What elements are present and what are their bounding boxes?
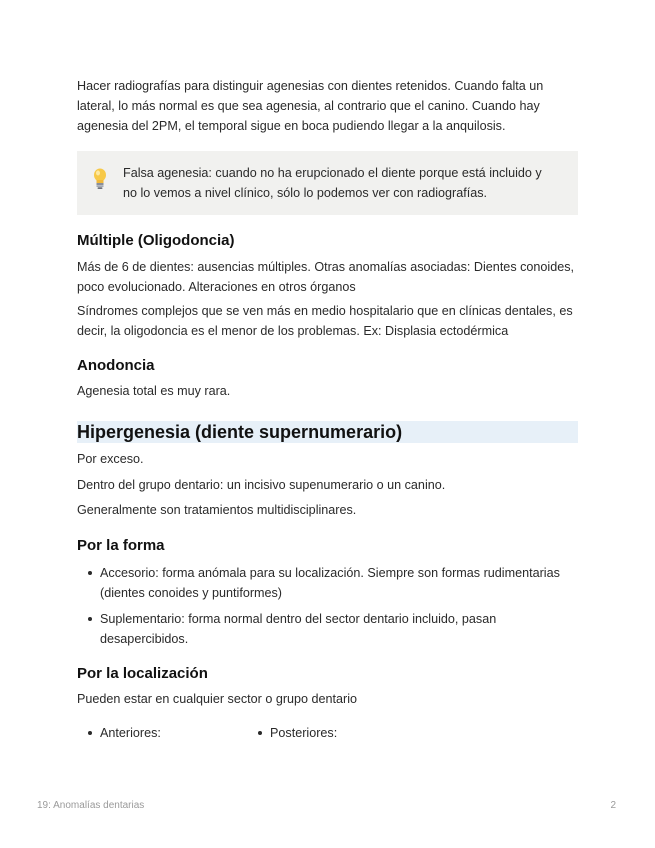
footer-title: 19: Anomalías dentarias <box>37 800 145 811</box>
localizacion-list-posteriores <box>247 723 447 743</box>
multiple-paragraph-1: Más de 6 de dientes: ausencias múltiples. Otras anomalías asociadas: Dientes conoides, poco evolucionado. Alteraciones en otros órganos <box>77 260 575 294</box>
list-item: Accesorio: forma anómala para su localización. Siempre son formas rudimentarias (dientes conoides y puntiformes) <box>77 563 578 603</box>
callout-box <box>77 151 578 215</box>
forma-list <box>77 563 578 649</box>
heading-forma: Por la forma <box>77 537 165 554</box>
multiple-paragraph-2: Síndromes complejos que se ven más en medio hospitalario que en clínicas dentales, es decir, la oligodoncia es el menor de los problemas. Ex: Displasia ectodérmica <box>77 304 573 338</box>
hipergenesia-paragraph-2: Dentro del grupo dentario: un incisivo supenumerario o un canino. <box>77 478 446 492</box>
heading-hipergenesia: Hipergenesia (diente supernumerario) <box>77 421 578 443</box>
list-item: Posteriores: <box>247 723 447 743</box>
anodoncia-paragraph: Agenesia total es muy rara. <box>77 384 231 398</box>
intro-paragraph: Hacer radiografías para distinguir agenesias con dientes retenidos. Cuando falta un lateral, lo más normal es que sea agenesia, al contrario que el canino. Cuando hay agenesia del 2PM, el temporal sigue en boca pudiendo llegar a la anquilosis. <box>77 79 544 133</box>
list-item: Anteriores: <box>77 723 247 743</box>
heading-localizacion: Por la localización <box>77 665 208 682</box>
callout-text: Falsa agenesia: cuando no ha erupcionado el diente porque está incluido y no lo vemos a nivel clínico, sólo lo podemos ver con radiografías. <box>123 166 542 200</box>
lightbulb-icon <box>91 167 109 193</box>
hipergenesia-paragraph-3: Generalmente son tratamientos multidisciplinares. <box>77 503 357 517</box>
list-item: Suplementario: forma normal dentro del sector dentario incluido, pasan desapercibidos. <box>77 609 578 649</box>
hipergenesia-paragraph-1: Por exceso. <box>77 452 144 466</box>
localizacion-paragraph: Pueden estar en cualquier sector o grupo dentario <box>77 692 358 706</box>
page-number: 2 <box>610 800 616 811</box>
localizacion-list-anteriores <box>77 723 247 743</box>
heading-multiple: Múltiple (Oligodoncia) <box>77 232 235 249</box>
heading-anodoncia: Anodoncia <box>77 357 155 374</box>
